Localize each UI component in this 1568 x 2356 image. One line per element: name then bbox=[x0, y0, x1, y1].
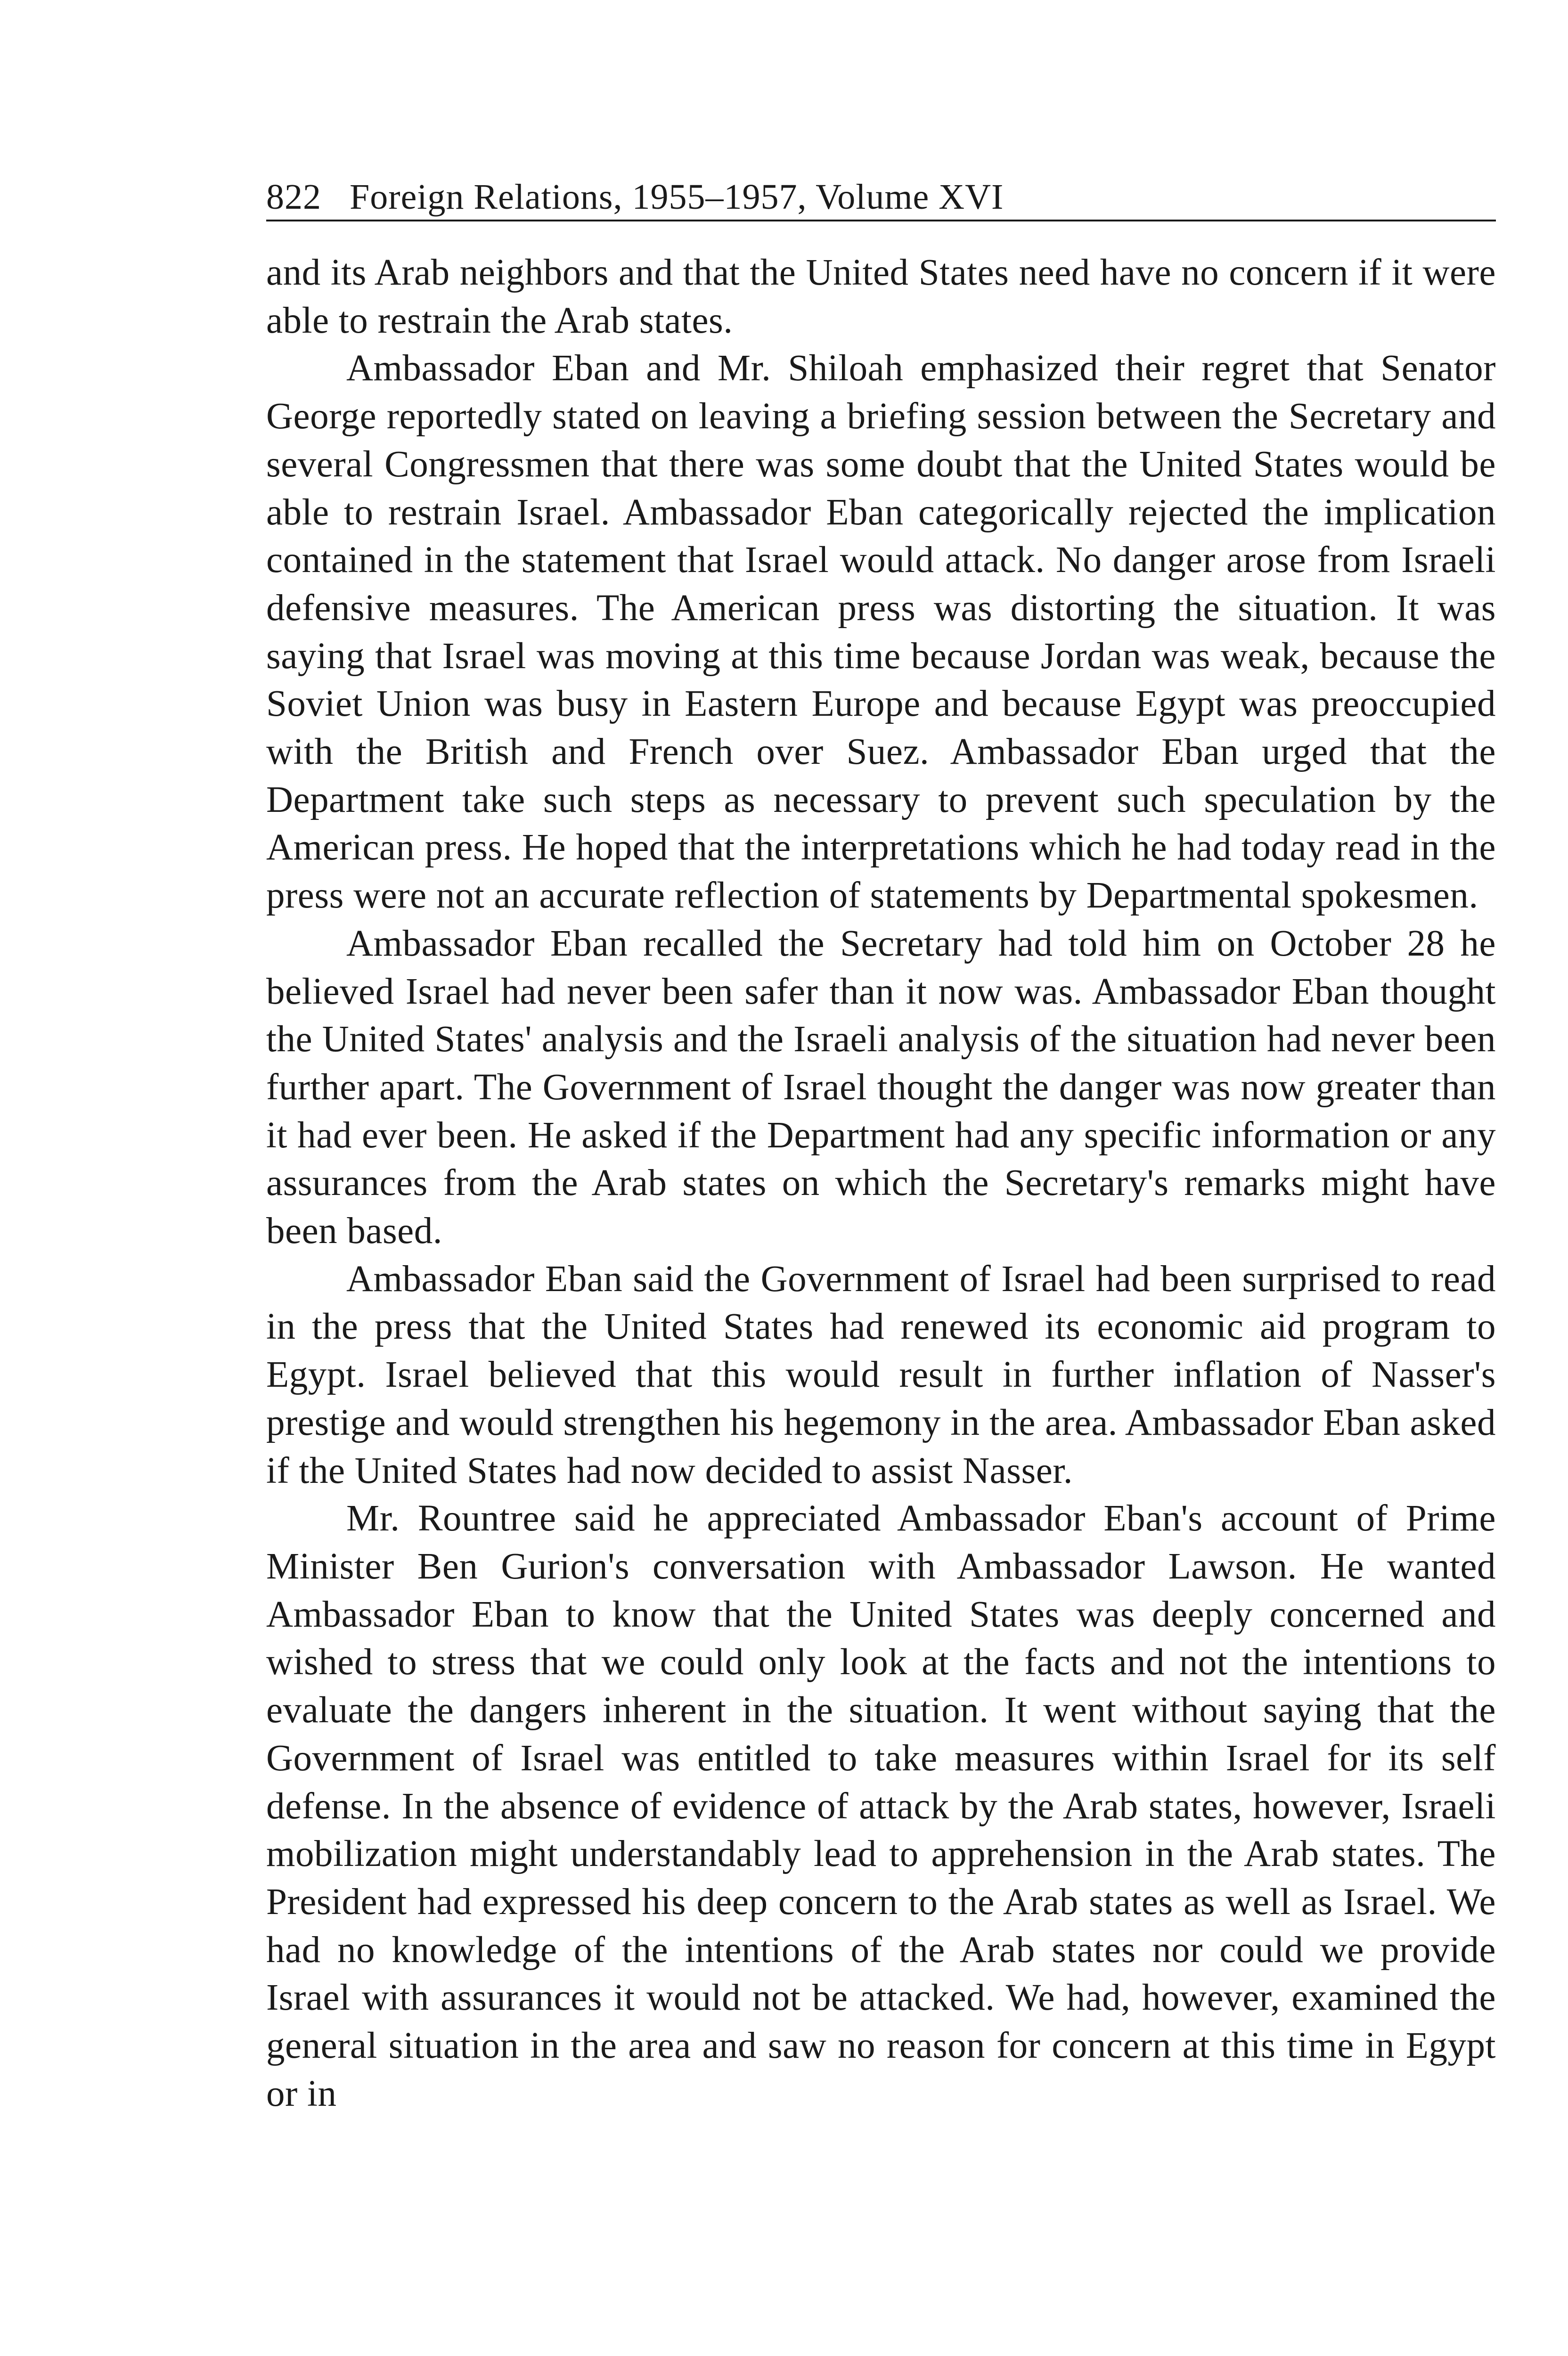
paragraph-continuation: and its Arab neighbors and that the United States need have no concern if it were able to restrain the Arab states. bbox=[266, 252, 1496, 341]
paragraph: Ambassador Eban and Mr. Shiloah emphasized their regret that Senator George reportedly stated on leaving a briefing session between the Secretary and several Congressmen that there was some doubt that the United States would be able to restrain Israel. Ambassador Eban categorically rejected the implication contained in the statement that Israel would attack. No danger arose from Israeli defensive measures. The American press was distorting the situation. It was saying that Israel was moving at this time because Jordan was weak, because the Soviet Union was busy in Eastern Europe and because Egypt was preoccupied with the British and French over Suez. Ambassador Eban urged that the Department take such steps as necessary to prevent such speculation by the American press. He hoped that the interpretations which he had today read in the press were not an accurate reflection of statements by Departmental spokesmen. bbox=[266, 348, 1496, 916]
paragraph: Mr. Rountree said he appreciated Ambassador Eban's account of Prime Minister Ben Gurion's conversation with Ambassador Lawson. He wanted Ambassador Eban to know that the United States was deeply concerned and wished to stress that we could only look at the facts and not the intentions to evaluate the dangers inherent in the situation. It went without saying that the Government of Israel was entitled to take measures within Israel for its self defense. In the absence of evidence of attack by the Arab states, however, Israeli mobilization might understandably lead to apprehension in the Arab states. The President had expressed his deep concern to the Arab states as well as Israel. We had no knowledge of the intentions of the Arab states nor could we provide Israel with assurances it would not be attacked. We had, however, examined the general situation in the area and saw no reason for concern at this time in Egypt or in bbox=[266, 1498, 1496, 2114]
page-number: 822 bbox=[266, 177, 321, 217]
running-title: Foreign Relations, 1955–1957, Volume XVI bbox=[350, 177, 1004, 217]
running-header bbox=[266, 174, 1496, 221]
document-page bbox=[266, 174, 1496, 2118]
paragraph: Ambassador Eban said the Government of Israel had been surprised to read in the press that the United States had renewed its economic aid program to Egypt. Israel believed that this would result in further inflation of Nasser's prestige and would strengthen his hegemony in the area. Ambassador Eban asked if the United States had now decided to assist Nasser. bbox=[266, 1258, 1496, 1491]
paragraph: Ambassador Eban recalled the Secretary had told him on October 28 he believed Israel had never been safer than it now was. Ambassador Eban thought the United States' analysis and the Israeli analysis of the situation had never been further apart. The Government of Israel thought the danger was now greater than it had ever been. He asked if the Department had any specific information or any assurances from the Arab states on which the Secretary's remarks might have been based. bbox=[266, 923, 1496, 1252]
body-text bbox=[266, 249, 1496, 2118]
